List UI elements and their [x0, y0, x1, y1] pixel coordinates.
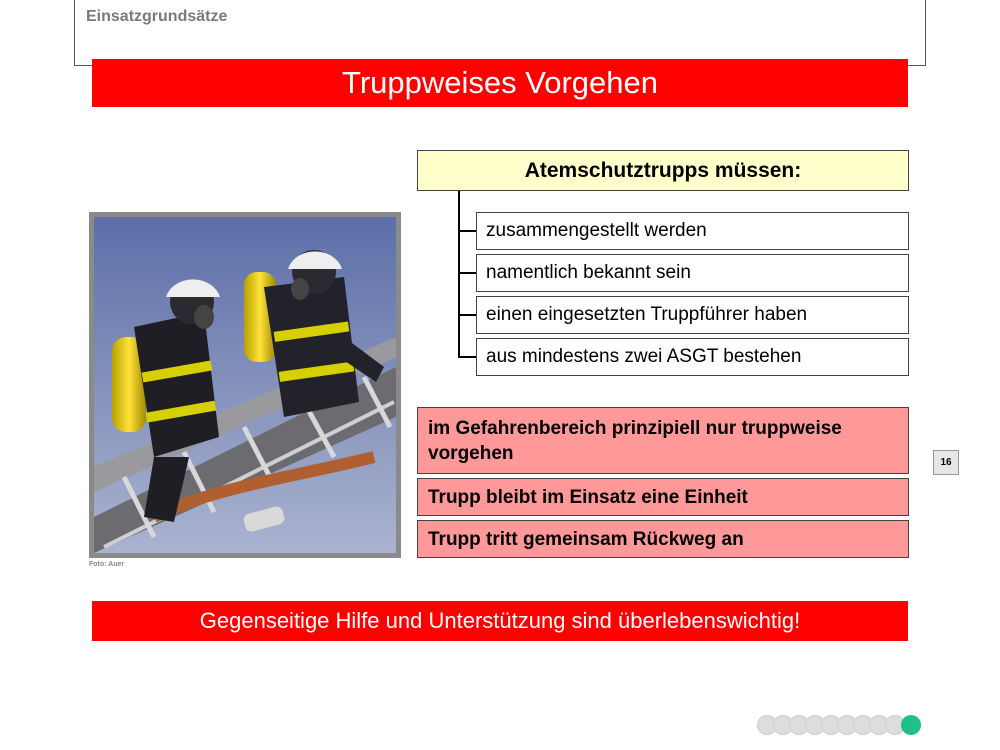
requirement-item: aus mindestens zwei ASGT bestehen: [476, 338, 909, 376]
footer-message: Gegenseitige Hilfe und Unterstützung sind überlebenswichtig!: [92, 601, 908, 641]
slide-progress-indicator: [757, 715, 917, 735]
requirement-item: zusammengestellt werden: [476, 212, 909, 250]
requirements-heading: Atemschutztrupps müssen:: [417, 150, 909, 191]
rule-box: im Gefahrenbereich prinzipiell nur truppweise vorgehen: [417, 407, 909, 474]
page-number-badge: 16: [933, 450, 959, 475]
requirement-item: namentlich bekannt sein: [476, 254, 909, 292]
section-label: Einsatzgrundsätze: [86, 8, 228, 25]
progress-dot-current: [901, 715, 921, 735]
photo-credit: Foto: Auer: [89, 561, 125, 568]
tree-tick: [458, 230, 476, 232]
tree-tick: [458, 272, 476, 274]
slide-title: Truppweises Vorgehen: [92, 59, 908, 107]
tree-tick: [458, 356, 476, 358]
photo-illustration: [94, 217, 396, 553]
requirement-item: einen eingesetzten Truppführer haben: [476, 296, 909, 334]
tree-connector: [458, 191, 460, 357]
rule-box: Trupp bleibt im Einsatz eine Einheit: [417, 478, 909, 516]
firefighters-photo: [89, 212, 401, 558]
rule-box: Trupp tritt gemeinsam Rückweg an: [417, 520, 909, 558]
tree-tick: [458, 314, 476, 316]
